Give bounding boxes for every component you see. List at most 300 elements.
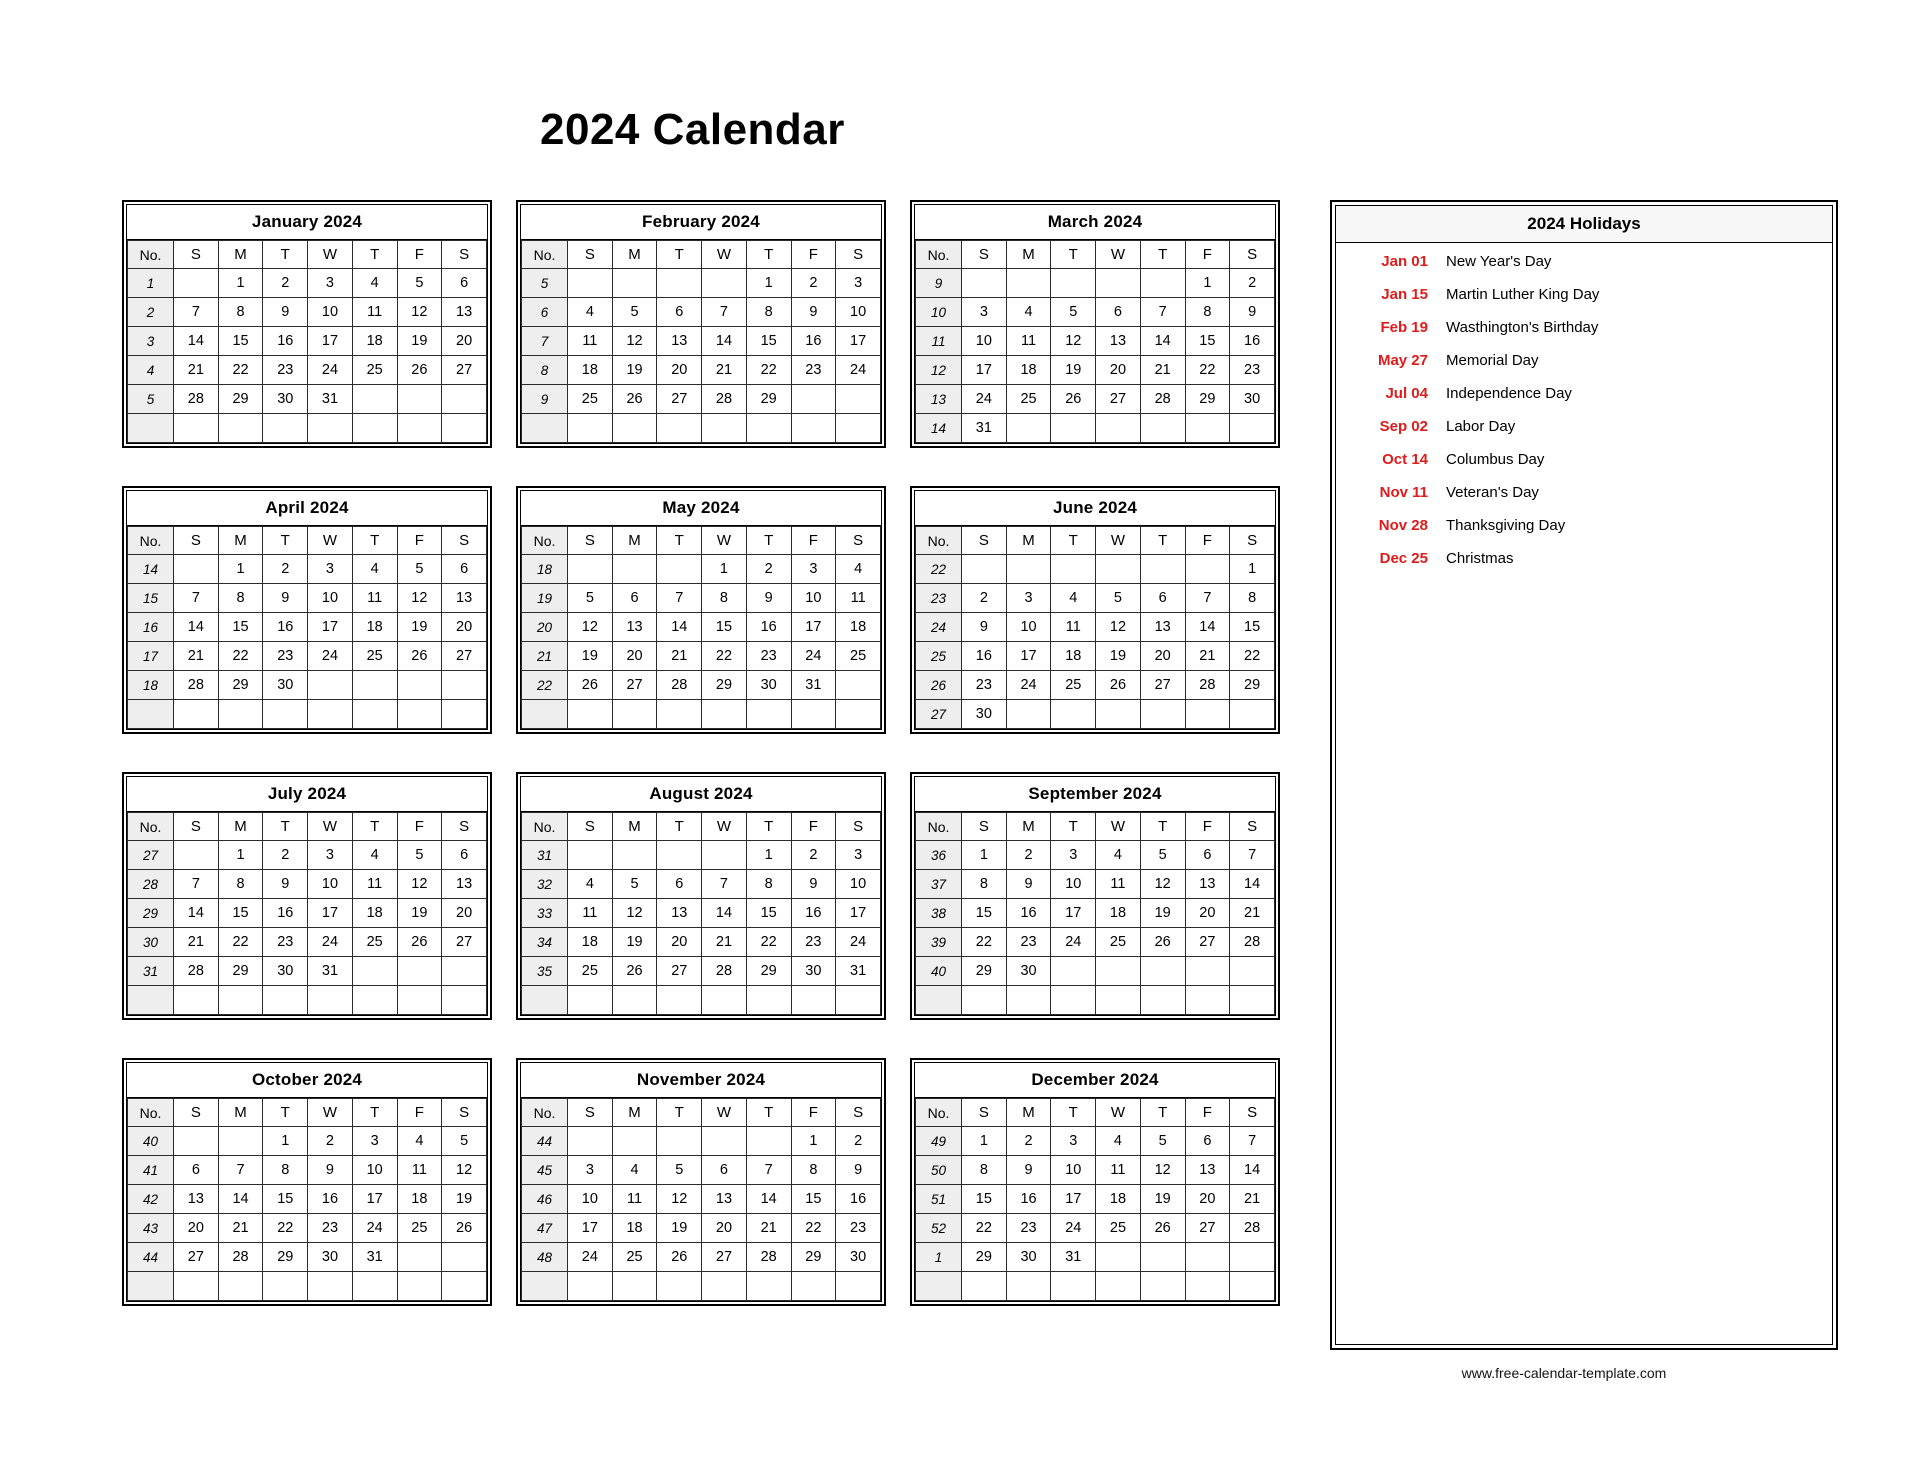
day-cell[interactable]: 23 xyxy=(1006,1214,1051,1243)
day-cell[interactable] xyxy=(657,1272,702,1301)
day-cell[interactable] xyxy=(1096,269,1141,298)
day-cell[interactable]: 20 xyxy=(1185,899,1230,928)
day-cell[interactable] xyxy=(746,1272,791,1301)
day-cell[interactable] xyxy=(308,414,353,443)
day-cell[interactable]: 29 xyxy=(962,957,1007,986)
day-cell[interactable]: 21 xyxy=(218,1214,263,1243)
day-cell[interactable]: 29 xyxy=(702,671,747,700)
day-cell[interactable]: 5 xyxy=(1051,298,1096,327)
day-cell[interactable]: 24 xyxy=(836,928,881,957)
day-cell[interactable]: 4 xyxy=(568,298,613,327)
day-cell[interactable]: 6 xyxy=(442,269,487,298)
day-cell[interactable] xyxy=(702,1272,747,1301)
day-cell[interactable] xyxy=(397,986,442,1015)
day-cell[interactable]: 3 xyxy=(836,269,881,298)
day-cell[interactable] xyxy=(1096,1243,1141,1272)
day-cell[interactable] xyxy=(218,1272,263,1301)
day-cell[interactable]: 26 xyxy=(1051,385,1096,414)
day-cell[interactable]: 13 xyxy=(1185,870,1230,899)
day-cell[interactable]: 23 xyxy=(962,671,1007,700)
day-cell[interactable] xyxy=(1096,1272,1141,1301)
day-cell[interactable]: 7 xyxy=(1230,841,1275,870)
day-cell[interactable]: 7 xyxy=(702,870,747,899)
day-cell[interactable]: 7 xyxy=(657,584,702,613)
day-cell[interactable]: 3 xyxy=(1051,1127,1096,1156)
day-cell[interactable]: 16 xyxy=(962,642,1007,671)
day-cell[interactable]: 19 xyxy=(1051,356,1096,385)
day-cell[interactable]: 19 xyxy=(397,327,442,356)
day-cell[interactable]: 21 xyxy=(174,356,219,385)
day-cell[interactable]: 11 xyxy=(1051,613,1096,642)
day-cell[interactable]: 8 xyxy=(218,870,263,899)
day-cell[interactable]: 19 xyxy=(657,1214,702,1243)
day-cell[interactable]: 21 xyxy=(1185,642,1230,671)
day-cell[interactable]: 2 xyxy=(263,555,308,584)
day-cell[interactable]: 28 xyxy=(657,671,702,700)
day-cell[interactable] xyxy=(568,841,613,870)
day-cell[interactable]: 31 xyxy=(836,957,881,986)
day-cell[interactable] xyxy=(1185,1272,1230,1301)
day-cell[interactable]: 25 xyxy=(352,356,397,385)
day-cell[interactable]: 27 xyxy=(1140,671,1185,700)
day-cell[interactable]: 27 xyxy=(657,957,702,986)
day-cell[interactable] xyxy=(836,385,881,414)
day-cell[interactable] xyxy=(1140,1272,1185,1301)
day-cell[interactable]: 5 xyxy=(442,1127,487,1156)
day-cell[interactable] xyxy=(568,986,613,1015)
day-cell[interactable]: 3 xyxy=(308,269,353,298)
day-cell[interactable]: 18 xyxy=(397,1185,442,1214)
day-cell[interactable] xyxy=(568,1272,613,1301)
day-cell[interactable]: 15 xyxy=(218,899,263,928)
day-cell[interactable]: 16 xyxy=(263,899,308,928)
day-cell[interactable] xyxy=(657,269,702,298)
day-cell[interactable] xyxy=(657,555,702,584)
day-cell[interactable]: 10 xyxy=(1051,870,1096,899)
day-cell[interactable] xyxy=(1140,1243,1185,1272)
day-cell[interactable]: 27 xyxy=(657,385,702,414)
day-cell[interactable]: 3 xyxy=(568,1156,613,1185)
day-cell[interactable]: 6 xyxy=(657,298,702,327)
day-cell[interactable] xyxy=(442,671,487,700)
day-cell[interactable]: 27 xyxy=(702,1243,747,1272)
day-cell[interactable]: 24 xyxy=(308,642,353,671)
day-cell[interactable] xyxy=(791,986,836,1015)
day-cell[interactable]: 13 xyxy=(657,327,702,356)
day-cell[interactable]: 13 xyxy=(1140,613,1185,642)
day-cell[interactable]: 3 xyxy=(836,841,881,870)
day-cell[interactable]: 7 xyxy=(174,870,219,899)
day-cell[interactable]: 1 xyxy=(962,841,1007,870)
day-cell[interactable] xyxy=(836,671,881,700)
day-cell[interactable] xyxy=(442,1243,487,1272)
day-cell[interactable] xyxy=(352,986,397,1015)
day-cell[interactable]: 15 xyxy=(746,327,791,356)
day-cell[interactable]: 18 xyxy=(352,613,397,642)
day-cell[interactable]: 23 xyxy=(836,1214,881,1243)
day-cell[interactable] xyxy=(657,700,702,729)
day-cell[interactable]: 22 xyxy=(746,356,791,385)
day-cell[interactable]: 13 xyxy=(1185,1156,1230,1185)
day-cell[interactable]: 10 xyxy=(568,1185,613,1214)
day-cell[interactable]: 2 xyxy=(263,269,308,298)
day-cell[interactable]: 6 xyxy=(1096,298,1141,327)
day-cell[interactable] xyxy=(836,986,881,1015)
day-cell[interactable] xyxy=(1230,957,1275,986)
day-cell[interactable]: 20 xyxy=(1096,356,1141,385)
day-cell[interactable] xyxy=(442,385,487,414)
day-cell[interactable] xyxy=(442,957,487,986)
day-cell[interactable]: 13 xyxy=(702,1185,747,1214)
day-cell[interactable]: 16 xyxy=(1230,327,1275,356)
day-cell[interactable]: 16 xyxy=(308,1185,353,1214)
day-cell[interactable] xyxy=(1051,269,1096,298)
day-cell[interactable]: 23 xyxy=(263,356,308,385)
day-cell[interactable] xyxy=(612,1272,657,1301)
day-cell[interactable]: 2 xyxy=(791,841,836,870)
day-cell[interactable]: 17 xyxy=(791,613,836,642)
day-cell[interactable] xyxy=(791,385,836,414)
day-cell[interactable] xyxy=(1051,555,1096,584)
day-cell[interactable]: 5 xyxy=(397,269,442,298)
day-cell[interactable]: 31 xyxy=(352,1243,397,1272)
day-cell[interactable]: 26 xyxy=(1096,671,1141,700)
day-cell[interactable] xyxy=(568,414,613,443)
day-cell[interactable]: 1 xyxy=(218,555,263,584)
day-cell[interactable]: 22 xyxy=(218,642,263,671)
day-cell[interactable]: 18 xyxy=(1006,356,1051,385)
day-cell[interactable]: 27 xyxy=(612,671,657,700)
day-cell[interactable] xyxy=(308,671,353,700)
day-cell[interactable] xyxy=(174,700,219,729)
day-cell[interactable]: 29 xyxy=(218,957,263,986)
day-cell[interactable]: 15 xyxy=(962,899,1007,928)
day-cell[interactable] xyxy=(612,986,657,1015)
day-cell[interactable]: 11 xyxy=(1006,327,1051,356)
day-cell[interactable]: 30 xyxy=(836,1243,881,1272)
day-cell[interactable] xyxy=(1006,414,1051,443)
day-cell[interactable]: 18 xyxy=(1051,642,1096,671)
day-cell[interactable]: 9 xyxy=(791,870,836,899)
day-cell[interactable] xyxy=(612,841,657,870)
day-cell[interactable]: 7 xyxy=(174,298,219,327)
day-cell[interactable]: 6 xyxy=(442,555,487,584)
day-cell[interactable]: 1 xyxy=(218,269,263,298)
day-cell[interactable] xyxy=(174,1127,219,1156)
day-cell[interactable]: 11 xyxy=(397,1156,442,1185)
day-cell[interactable]: 18 xyxy=(568,356,613,385)
day-cell[interactable] xyxy=(702,986,747,1015)
day-cell[interactable] xyxy=(657,414,702,443)
day-cell[interactable]: 17 xyxy=(1051,899,1096,928)
day-cell[interactable]: 12 xyxy=(1051,327,1096,356)
day-cell[interactable]: 5 xyxy=(1140,841,1185,870)
day-cell[interactable]: 26 xyxy=(397,642,442,671)
day-cell[interactable]: 17 xyxy=(836,899,881,928)
day-cell[interactable] xyxy=(702,269,747,298)
day-cell[interactable] xyxy=(1096,957,1141,986)
day-cell[interactable]: 13 xyxy=(1096,327,1141,356)
day-cell[interactable]: 21 xyxy=(1230,1185,1275,1214)
day-cell[interactable] xyxy=(746,414,791,443)
day-cell[interactable]: 25 xyxy=(352,642,397,671)
day-cell[interactable] xyxy=(702,700,747,729)
day-cell[interactable]: 19 xyxy=(397,613,442,642)
day-cell[interactable]: 2 xyxy=(962,584,1007,613)
day-cell[interactable]: 16 xyxy=(263,613,308,642)
day-cell[interactable]: 12 xyxy=(397,870,442,899)
day-cell[interactable]: 10 xyxy=(962,327,1007,356)
day-cell[interactable]: 22 xyxy=(218,928,263,957)
day-cell[interactable]: 9 xyxy=(263,298,308,327)
day-cell[interactable]: 11 xyxy=(1096,1156,1141,1185)
day-cell[interactable]: 16 xyxy=(836,1185,881,1214)
day-cell[interactable]: 12 xyxy=(612,327,657,356)
day-cell[interactable]: 28 xyxy=(174,671,219,700)
day-cell[interactable]: 17 xyxy=(1006,642,1051,671)
day-cell[interactable]: 5 xyxy=(397,841,442,870)
day-cell[interactable]: 14 xyxy=(1140,327,1185,356)
day-cell[interactable]: 20 xyxy=(657,356,702,385)
day-cell[interactable] xyxy=(1096,555,1141,584)
day-cell[interactable]: 11 xyxy=(568,327,613,356)
day-cell[interactable]: 10 xyxy=(1006,613,1051,642)
day-cell[interactable]: 19 xyxy=(568,642,613,671)
day-cell[interactable]: 1 xyxy=(218,841,263,870)
day-cell[interactable] xyxy=(397,1272,442,1301)
day-cell[interactable] xyxy=(1006,700,1051,729)
day-cell[interactable]: 13 xyxy=(657,899,702,928)
day-cell[interactable]: 19 xyxy=(612,928,657,957)
day-cell[interactable] xyxy=(657,986,702,1015)
day-cell[interactable]: 17 xyxy=(308,327,353,356)
day-cell[interactable]: 4 xyxy=(352,269,397,298)
day-cell[interactable] xyxy=(397,385,442,414)
day-cell[interactable]: 24 xyxy=(836,356,881,385)
day-cell[interactable] xyxy=(836,1272,881,1301)
day-cell[interactable] xyxy=(1185,555,1230,584)
day-cell[interactable]: 17 xyxy=(352,1185,397,1214)
day-cell[interactable]: 25 xyxy=(1051,671,1096,700)
day-cell[interactable]: 26 xyxy=(1140,928,1185,957)
day-cell[interactable] xyxy=(657,841,702,870)
day-cell[interactable]: 14 xyxy=(1185,613,1230,642)
day-cell[interactable] xyxy=(397,1243,442,1272)
day-cell[interactable]: 9 xyxy=(962,613,1007,642)
day-cell[interactable]: 1 xyxy=(1230,555,1275,584)
day-cell[interactable]: 11 xyxy=(352,584,397,613)
day-cell[interactable]: 18 xyxy=(352,327,397,356)
day-cell[interactable]: 17 xyxy=(1051,1185,1096,1214)
day-cell[interactable]: 15 xyxy=(1185,327,1230,356)
day-cell[interactable]: 19 xyxy=(1140,899,1185,928)
day-cell[interactable]: 7 xyxy=(1140,298,1185,327)
day-cell[interactable]: 22 xyxy=(702,642,747,671)
day-cell[interactable]: 17 xyxy=(568,1214,613,1243)
day-cell[interactable]: 7 xyxy=(1230,1127,1275,1156)
day-cell[interactable]: 26 xyxy=(612,957,657,986)
day-cell[interactable]: 4 xyxy=(568,870,613,899)
day-cell[interactable]: 20 xyxy=(174,1214,219,1243)
day-cell[interactable]: 24 xyxy=(1006,671,1051,700)
day-cell[interactable]: 19 xyxy=(1140,1185,1185,1214)
day-cell[interactable]: 6 xyxy=(174,1156,219,1185)
day-cell[interactable]: 3 xyxy=(308,841,353,870)
day-cell[interactable]: 19 xyxy=(397,899,442,928)
day-cell[interactable]: 3 xyxy=(352,1127,397,1156)
day-cell[interactable]: 3 xyxy=(791,555,836,584)
day-cell[interactable]: 25 xyxy=(1096,928,1141,957)
day-cell[interactable]: 10 xyxy=(836,870,881,899)
day-cell[interactable]: 30 xyxy=(791,957,836,986)
day-cell[interactable]: 28 xyxy=(174,957,219,986)
day-cell[interactable]: 13 xyxy=(174,1185,219,1214)
day-cell[interactable]: 23 xyxy=(263,642,308,671)
day-cell[interactable]: 5 xyxy=(1096,584,1141,613)
day-cell[interactable]: 12 xyxy=(1096,613,1141,642)
day-cell[interactable]: 9 xyxy=(263,584,308,613)
day-cell[interactable]: 5 xyxy=(568,584,613,613)
day-cell[interactable]: 10 xyxy=(308,298,353,327)
day-cell[interactable]: 21 xyxy=(174,642,219,671)
day-cell[interactable] xyxy=(218,414,263,443)
day-cell[interactable]: 22 xyxy=(791,1214,836,1243)
day-cell[interactable]: 14 xyxy=(218,1185,263,1214)
day-cell[interactable]: 22 xyxy=(1230,642,1275,671)
day-cell[interactable]: 10 xyxy=(308,870,353,899)
day-cell[interactable]: 23 xyxy=(1230,356,1275,385)
day-cell[interactable]: 15 xyxy=(218,613,263,642)
day-cell[interactable]: 16 xyxy=(791,327,836,356)
day-cell[interactable]: 7 xyxy=(702,298,747,327)
day-cell[interactable]: 13 xyxy=(442,584,487,613)
day-cell[interactable]: 6 xyxy=(442,841,487,870)
day-cell[interactable]: 11 xyxy=(568,899,613,928)
day-cell[interactable]: 11 xyxy=(352,298,397,327)
day-cell[interactable]: 15 xyxy=(791,1185,836,1214)
day-cell[interactable]: 29 xyxy=(962,1243,1007,1272)
day-cell[interactable] xyxy=(442,1272,487,1301)
day-cell[interactable]: 8 xyxy=(1230,584,1275,613)
day-cell[interactable]: 19 xyxy=(612,356,657,385)
day-cell[interactable] xyxy=(397,957,442,986)
day-cell[interactable]: 14 xyxy=(174,327,219,356)
day-cell[interactable] xyxy=(1230,986,1275,1015)
day-cell[interactable] xyxy=(568,1127,613,1156)
day-cell[interactable]: 1 xyxy=(746,269,791,298)
day-cell[interactable]: 16 xyxy=(1006,899,1051,928)
day-cell[interactable]: 4 xyxy=(1096,1127,1141,1156)
day-cell[interactable] xyxy=(174,555,219,584)
day-cell[interactable]: 14 xyxy=(1230,1156,1275,1185)
day-cell[interactable]: 31 xyxy=(308,957,353,986)
day-cell[interactable] xyxy=(791,1272,836,1301)
day-cell[interactable]: 17 xyxy=(962,356,1007,385)
day-cell[interactable]: 26 xyxy=(612,385,657,414)
day-cell[interactable]: 31 xyxy=(962,414,1007,443)
day-cell[interactable] xyxy=(352,414,397,443)
day-cell[interactable] xyxy=(702,1127,747,1156)
day-cell[interactable]: 20 xyxy=(1185,1185,1230,1214)
day-cell[interactable]: 24 xyxy=(1051,1214,1096,1243)
day-cell[interactable]: 22 xyxy=(263,1214,308,1243)
day-cell[interactable] xyxy=(791,414,836,443)
day-cell[interactable]: 25 xyxy=(1006,385,1051,414)
day-cell[interactable]: 8 xyxy=(263,1156,308,1185)
day-cell[interactable]: 20 xyxy=(657,928,702,957)
day-cell[interactable]: 8 xyxy=(218,298,263,327)
day-cell[interactable]: 1 xyxy=(263,1127,308,1156)
day-cell[interactable]: 30 xyxy=(962,700,1007,729)
day-cell[interactable] xyxy=(1006,555,1051,584)
day-cell[interactable]: 9 xyxy=(1006,1156,1051,1185)
day-cell[interactable]: 25 xyxy=(568,385,613,414)
day-cell[interactable]: 30 xyxy=(746,671,791,700)
day-cell[interactable]: 29 xyxy=(746,385,791,414)
day-cell[interactable]: 26 xyxy=(657,1243,702,1272)
day-cell[interactable]: 3 xyxy=(1051,841,1096,870)
day-cell[interactable] xyxy=(308,700,353,729)
day-cell[interactable]: 20 xyxy=(442,613,487,642)
day-cell[interactable] xyxy=(568,700,613,729)
day-cell[interactable]: 20 xyxy=(442,327,487,356)
day-cell[interactable]: 24 xyxy=(791,642,836,671)
day-cell[interactable] xyxy=(612,414,657,443)
day-cell[interactable]: 14 xyxy=(746,1185,791,1214)
day-cell[interactable]: 30 xyxy=(308,1243,353,1272)
day-cell[interactable]: 5 xyxy=(657,1156,702,1185)
day-cell[interactable]: 26 xyxy=(568,671,613,700)
day-cell[interactable]: 18 xyxy=(1096,899,1141,928)
day-cell[interactable]: 12 xyxy=(1140,1156,1185,1185)
day-cell[interactable]: 14 xyxy=(702,899,747,928)
day-cell[interactable]: 10 xyxy=(1051,1156,1096,1185)
day-cell[interactable]: 4 xyxy=(1006,298,1051,327)
day-cell[interactable] xyxy=(442,700,487,729)
day-cell[interactable]: 4 xyxy=(352,841,397,870)
day-cell[interactable]: 7 xyxy=(746,1156,791,1185)
day-cell[interactable]: 30 xyxy=(1230,385,1275,414)
day-cell[interactable] xyxy=(612,700,657,729)
day-cell[interactable]: 31 xyxy=(791,671,836,700)
day-cell[interactable] xyxy=(1230,1243,1275,1272)
day-cell[interactable]: 4 xyxy=(397,1127,442,1156)
day-cell[interactable] xyxy=(1140,986,1185,1015)
day-cell[interactable] xyxy=(836,700,881,729)
day-cell[interactable]: 17 xyxy=(308,899,353,928)
day-cell[interactable]: 30 xyxy=(263,671,308,700)
day-cell[interactable] xyxy=(352,700,397,729)
day-cell[interactable]: 11 xyxy=(352,870,397,899)
day-cell[interactable]: 30 xyxy=(263,957,308,986)
day-cell[interactable]: 24 xyxy=(568,1243,613,1272)
day-cell[interactable]: 19 xyxy=(442,1185,487,1214)
day-cell[interactable]: 8 xyxy=(746,298,791,327)
day-cell[interactable] xyxy=(352,385,397,414)
day-cell[interactable] xyxy=(612,1127,657,1156)
day-cell[interactable] xyxy=(1006,269,1051,298)
day-cell[interactable]: 9 xyxy=(308,1156,353,1185)
day-cell[interactable] xyxy=(397,700,442,729)
day-cell[interactable]: 13 xyxy=(612,613,657,642)
day-cell[interactable]: 27 xyxy=(1185,1214,1230,1243)
day-cell[interactable]: 13 xyxy=(442,870,487,899)
day-cell[interactable]: 21 xyxy=(702,928,747,957)
day-cell[interactable]: 2 xyxy=(1006,841,1051,870)
day-cell[interactable]: 22 xyxy=(1185,356,1230,385)
day-cell[interactable]: 8 xyxy=(791,1156,836,1185)
day-cell[interactable]: 28 xyxy=(702,385,747,414)
